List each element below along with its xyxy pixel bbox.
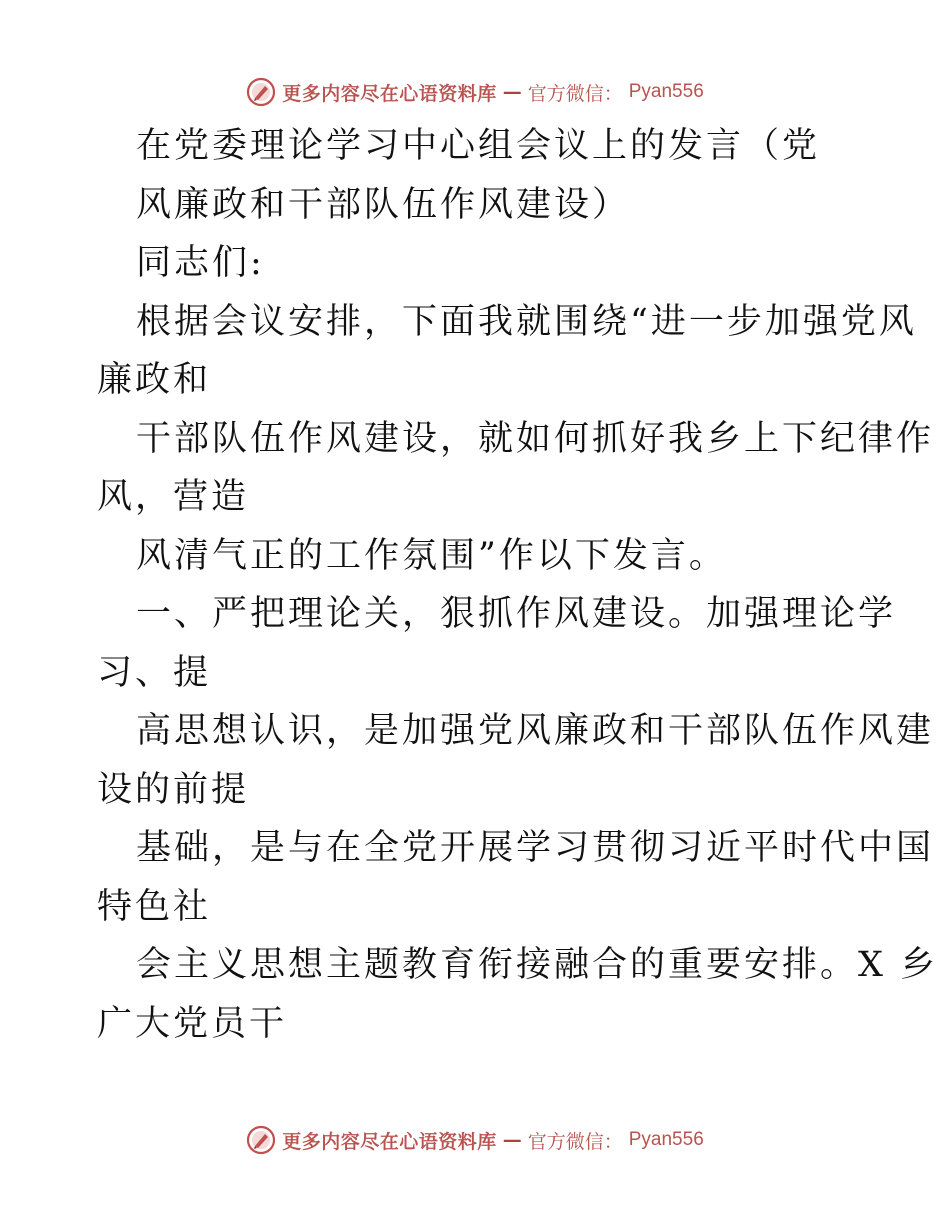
text-line: 廉政和 bbox=[97, 360, 212, 400]
watermark-separator: — bbox=[502, 81, 522, 103]
text-line: 在党委理论学习中心组会议上的发言（党 bbox=[136, 126, 821, 166]
text-line: 风，营造 bbox=[97, 477, 250, 517]
text-line: 同志们: bbox=[136, 243, 265, 283]
document-body bbox=[97, 117, 939, 1053]
pen-logo-icon bbox=[246, 77, 276, 107]
text-line: 基础，是与在全党开展学习贯彻习近平时代中国 bbox=[136, 828, 935, 868]
watermark-main-text: 更多内容尽在心语资料库 bbox=[282, 82, 497, 105]
watermark-main-text: 更多内容尽在心语资料库 bbox=[282, 1130, 497, 1153]
watermark-separator: — bbox=[502, 1129, 522, 1151]
watermark-account: Pyan556 bbox=[628, 1129, 704, 1150]
text-line: 风廉政和干部队伍作风建设） bbox=[136, 184, 631, 225]
watermark-sub-text: 官方微信： bbox=[527, 82, 623, 105]
text-line: 习、提 bbox=[97, 652, 212, 693]
watermark-account: Pyan556 bbox=[628, 81, 704, 102]
text-line: 特色社 bbox=[97, 886, 212, 927]
pen-logo-icon bbox=[246, 1125, 276, 1155]
text-line: 风清气正的工作氛围”作以下发言。 bbox=[136, 535, 727, 576]
text-line: 设的前提 bbox=[97, 769, 250, 810]
watermark-footer bbox=[0, 1120, 950, 1160]
text-line: 干部队伍作风建设，就如何抓好我乡上下纪律作 bbox=[136, 418, 935, 459]
watermark-header bbox=[0, 72, 950, 112]
text-line: 一、严把理论关，狠抓作风建设。加强理论学 bbox=[136, 594, 897, 634]
watermark-sub-text: 官方微信： bbox=[527, 1130, 623, 1153]
text-line: 会主义思想主题教育衔接融合的重要安排。X 乡 bbox=[136, 945, 939, 985]
text-line: 高思想认识，是加强党风廉政和干部队伍作风建 bbox=[136, 711, 935, 751]
text-line: 根据会议安排，下面我就围绕“进一步加强党风 bbox=[136, 301, 917, 342]
text-line: 广大党员干 bbox=[97, 1003, 288, 1044]
